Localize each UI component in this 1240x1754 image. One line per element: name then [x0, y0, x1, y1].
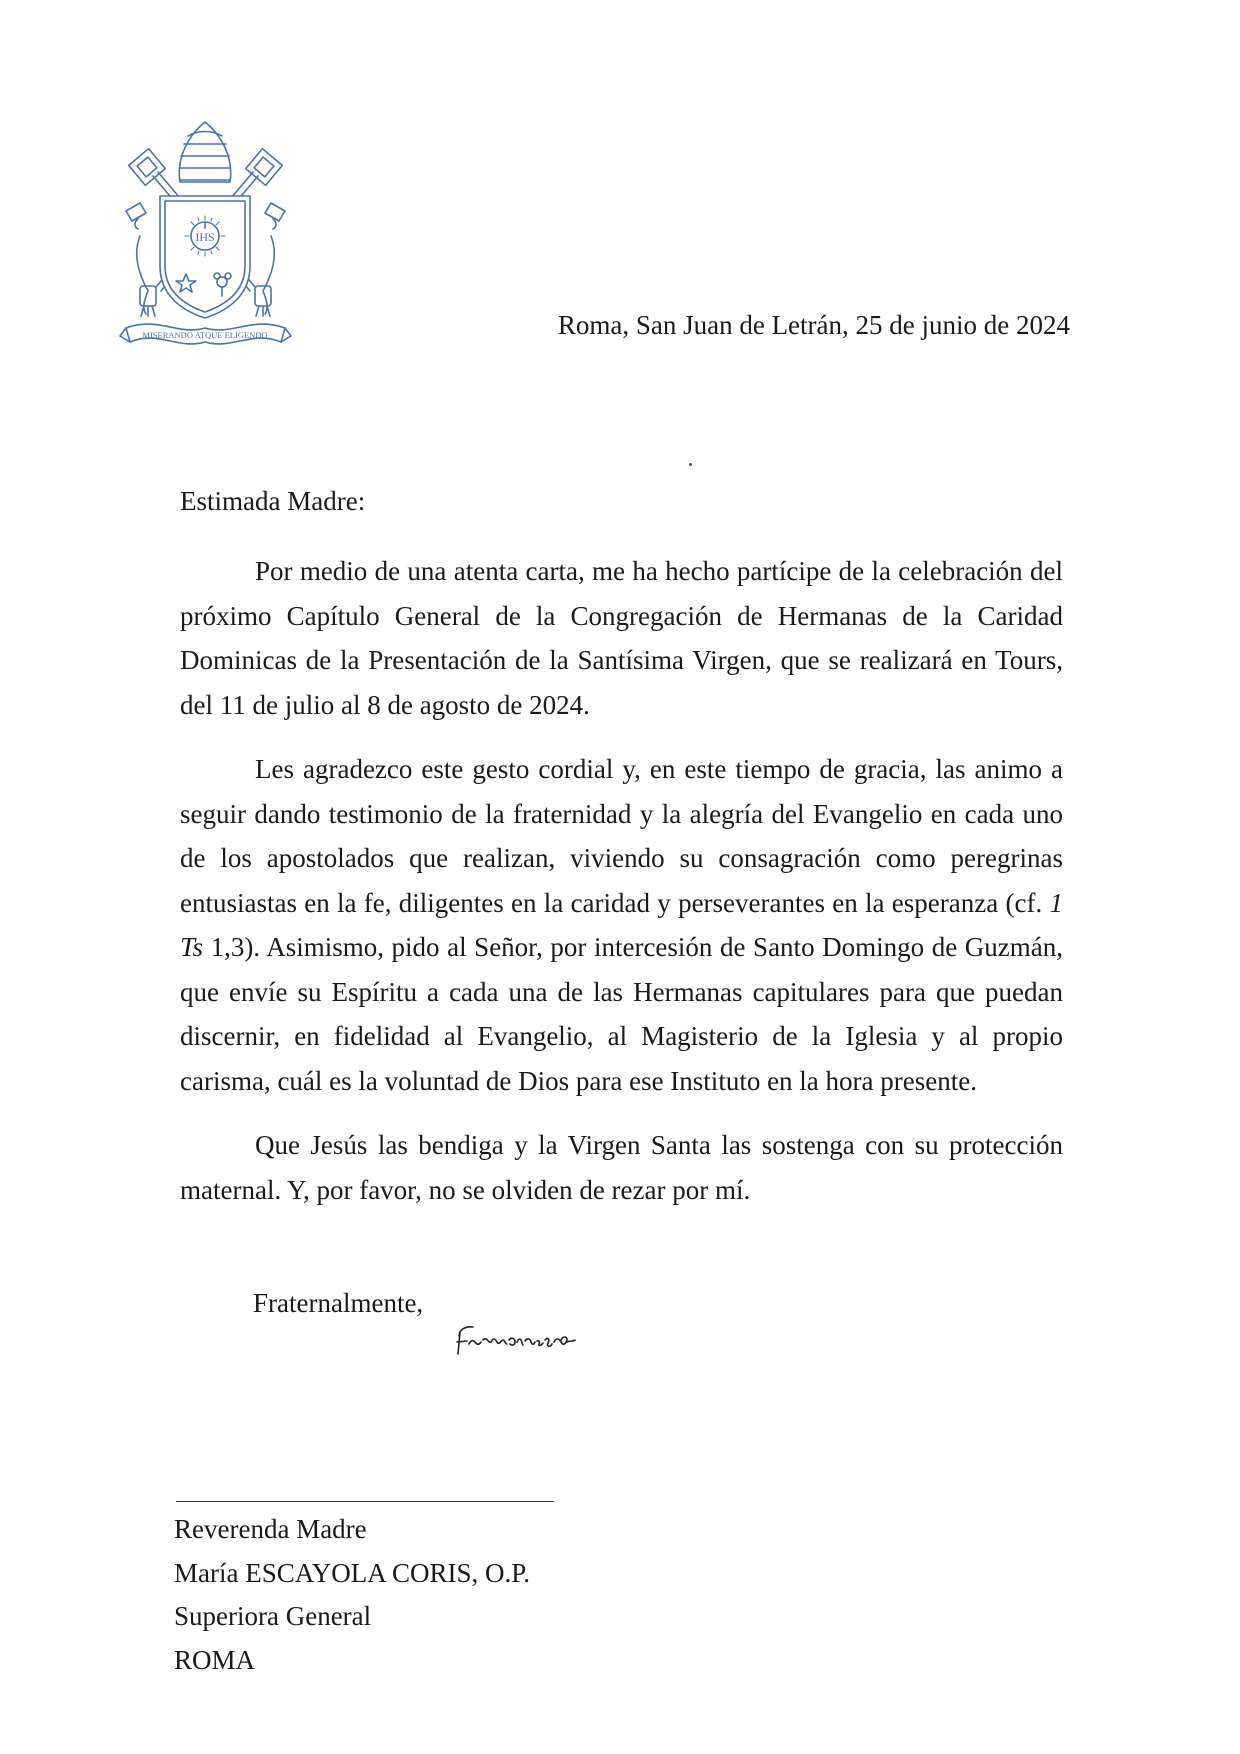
addressee-block: [174, 1508, 530, 1682]
addressee-city: ROMA: [174, 1644, 256, 1675]
letter-body: [180, 549, 1063, 1212]
handwritten-signature-icon: [455, 1318, 580, 1360]
signature-divider: [176, 1501, 554, 1502]
scripture-reference: 1 Ts: [180, 887, 1063, 962]
paragraph-2: [180, 747, 1063, 1103]
dateline: Roma, San Juan de Letrán, 25 de junio de 2024: [557, 310, 1070, 340]
svg-text:IHS: IHS: [195, 230, 215, 244]
paragraph-2-text-b: 1,3). Asimismo, pido al Señor, por intercesión de Santo Domingo de Guzmán, que envíe su Espíritu a cada una de las Hermanas capitulares para que puedan discernir, en fidelidad al Evangelio, al Magisterio de la Iglesia y al propio carisma, cuál es la voluntad de Dios para ese Instituto en la hora presente.: [180, 932, 1063, 1096]
closing: Fraternalmente,: [253, 1288, 424, 1318]
scan-mark: [689, 463, 692, 466]
addressee-role: Superiora General: [174, 1601, 372, 1631]
paragraph-1: Por medio de una atenta carta, me ha hecho partícipe de la celebración del próximo Capítulo General de la Congregación de Hermanas de la Caridad Dominicas de la Presentación de la Santísima Virgen, que se realizará en Tours, del 11 de julio al 8 de agosto de 2024.: [180, 556, 1063, 720]
addressee-name: María ESCAYOLA CORIS, O.P.: [174, 1557, 531, 1588]
motto-text: MISERANDO ATQUE ELIGENDO: [142, 330, 268, 340]
greeting: Estimada Madre:: [180, 486, 366, 516]
addressee-title: Reverenda Madre: [174, 1514, 367, 1544]
paragraph-2-text-a: Les agradezco este gesto cordial y, en este tiempo de gracia, las animo a seguir dando testimonio de la fraternidad y la alegría del Evangelio en cada uno de los apostolados que realizan, viviendo su consagración como peregrinas entusiastas en la fe, diligentes en la caridad y perseverantes en la esperanza (cf.: [180, 754, 1063, 918]
paragraph-3: Que Jesús las bendiga y la Virgen Santa las sostenga con su protección maternal. Y, por favor, no se olviden de rezar por mí.: [180, 1130, 1063, 1205]
papal-coat-of-arms-icon: [118, 116, 293, 356]
